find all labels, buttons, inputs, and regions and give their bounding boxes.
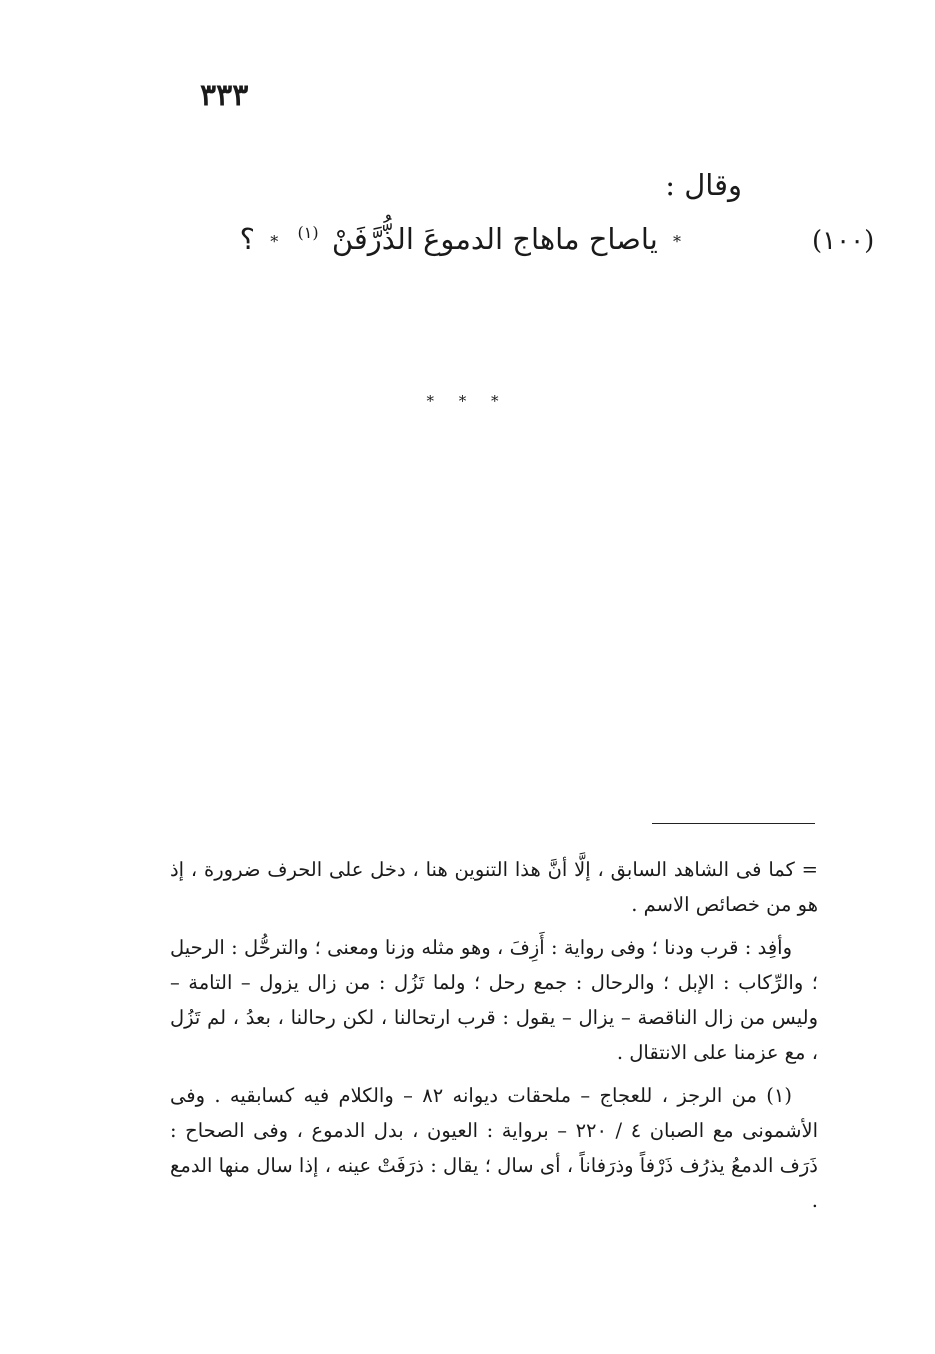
footnotes-block [170, 852, 818, 1226]
footnote-continuation: = كما فى الشاهد السابق ، إلَّا أنَّ هذا التنوين هنا ، دخل على الحرف ضرورة ، إذ هو من خصائص الاسم . [170, 858, 818, 916]
page-number: ٣٣٣ [200, 78, 249, 113]
verse-line [240, 222, 687, 256]
verse-number: (١٠٠) [812, 226, 875, 256]
section-separator: * * * [426, 392, 509, 410]
footnote-reference: (١) [297, 223, 319, 243]
verse-star-end: * [270, 231, 279, 251]
verse-end-mark: ؟ [239, 222, 256, 256]
verse-introduction: وقال : [665, 168, 742, 202]
verse-text: ياصاح ماهاج الدموعَ الذُّرَّفَنْ [331, 222, 658, 256]
footnote-divider [652, 823, 815, 824]
footnote-paragraph: وأفِد : قرب ودنا ؛ وفى رواية : أَزِفَ ، وهو مثله وزنا ومعنى ؛ والترحُّل : الرحيل ؛ والرِّكاب : الإبل ؛ والرحال : جمع رحل ؛ ولما تَزُل : من زال يزول – التامة – وليس من زال الناقصة – يزال – يقول : قرب ارتحالنا ، لكن رحالنا ، بعدُ ، لم تَزُل ، مع عزمنا على الانتقال . [170, 936, 818, 1064]
verse-star-start: * [673, 231, 681, 251]
footnote-1: (١) من الرجز ، للعجاج – ملحقات ديوانه ٨٢ – والكلام فيه كسابقيه . وفى الأشمونى مع الصبان ٤ / ٢٢٠ – برواية : العيون ، بدل الدموع ، وفى الصحاح : ذَرَف الدمعُ يذرُف ذَرْفاً وذرَفاناً ، أى سال ؛ يقال : ذرَفَتْ عينه ، إذا سال منها الدمع . [170, 1084, 818, 1212]
